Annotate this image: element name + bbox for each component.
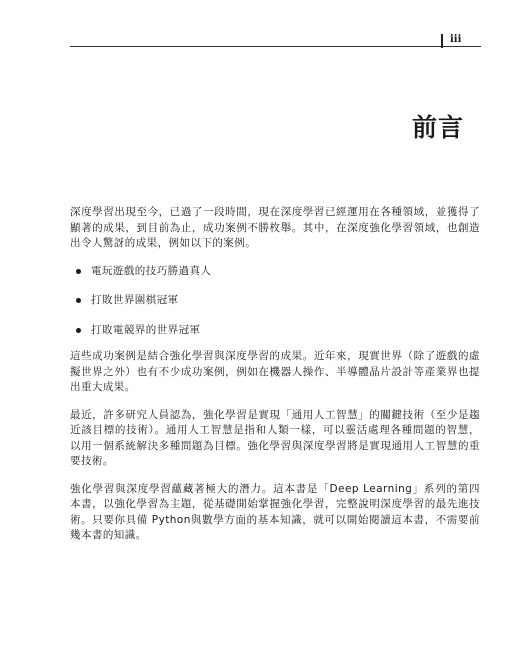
paragraph-agi: 最近，許多研究人員認為，強化學習是實現「通用人工智慧」的關鍵技術（至少是趨近該目標的技術）。通用人工智慧是指和人類一樣，可以靈活處理各種問題的智慧，以用一個系統解決多種問題為目標。強化學習與深度學習將是實現通用人工智慧的重要技術。: [70, 408, 480, 467]
body-text: [70, 205, 480, 556]
list-item: [76, 293, 480, 309]
page-number: iii: [450, 34, 462, 45]
paragraph-intro: 深度學習出現至今，已過了一段時間，現在深度學習已經運用在各種領域，並獲得了顯著的成果，到目前為止，成功案例不勝枚舉。其中，在深度強化學習領域，也創造出令人驚訝的成果，例如以下的案例。: [70, 206, 480, 249]
bullet-icon: [76, 269, 81, 274]
list-item-text: 打敗世界圍棋冠軍: [91, 294, 179, 306]
bullet-icon: [76, 298, 81, 303]
paragraph-success: 這些成功案例是結合強化學習與深度學習的成果。近年來，現實世界（除了遊戲的虛擬世界之外）也有不少成功案例，例如在機器人操作、半導體晶片設計等產業界也提出重大成果。: [70, 350, 480, 393]
achievement-list: [70, 264, 480, 339]
chapter-title: 前言: [411, 113, 464, 142]
paragraph-book: 強化學習與深度學習蘊藏著極大的潛力。這本書是「Deep Learning」系列的第四本書，以強化學習為主題，從基礎開始掌握強化學習，完整說明深度學習的最先進技術。只要你具備 Python與數學方面的基本知識，就可以開始閱讀這本書，不需要前幾本書的知識。: [70, 482, 480, 541]
bullet-icon: [76, 328, 81, 333]
list-item-text: 電玩遊戲的技巧勝過真人: [91, 264, 212, 277]
list-item: [76, 323, 480, 339]
list-item: [76, 264, 480, 280]
list-item-text: 打敗電競界的世界冠軍: [91, 323, 201, 336]
header-rule: [70, 46, 481, 47]
page-marker: [441, 34, 443, 48]
